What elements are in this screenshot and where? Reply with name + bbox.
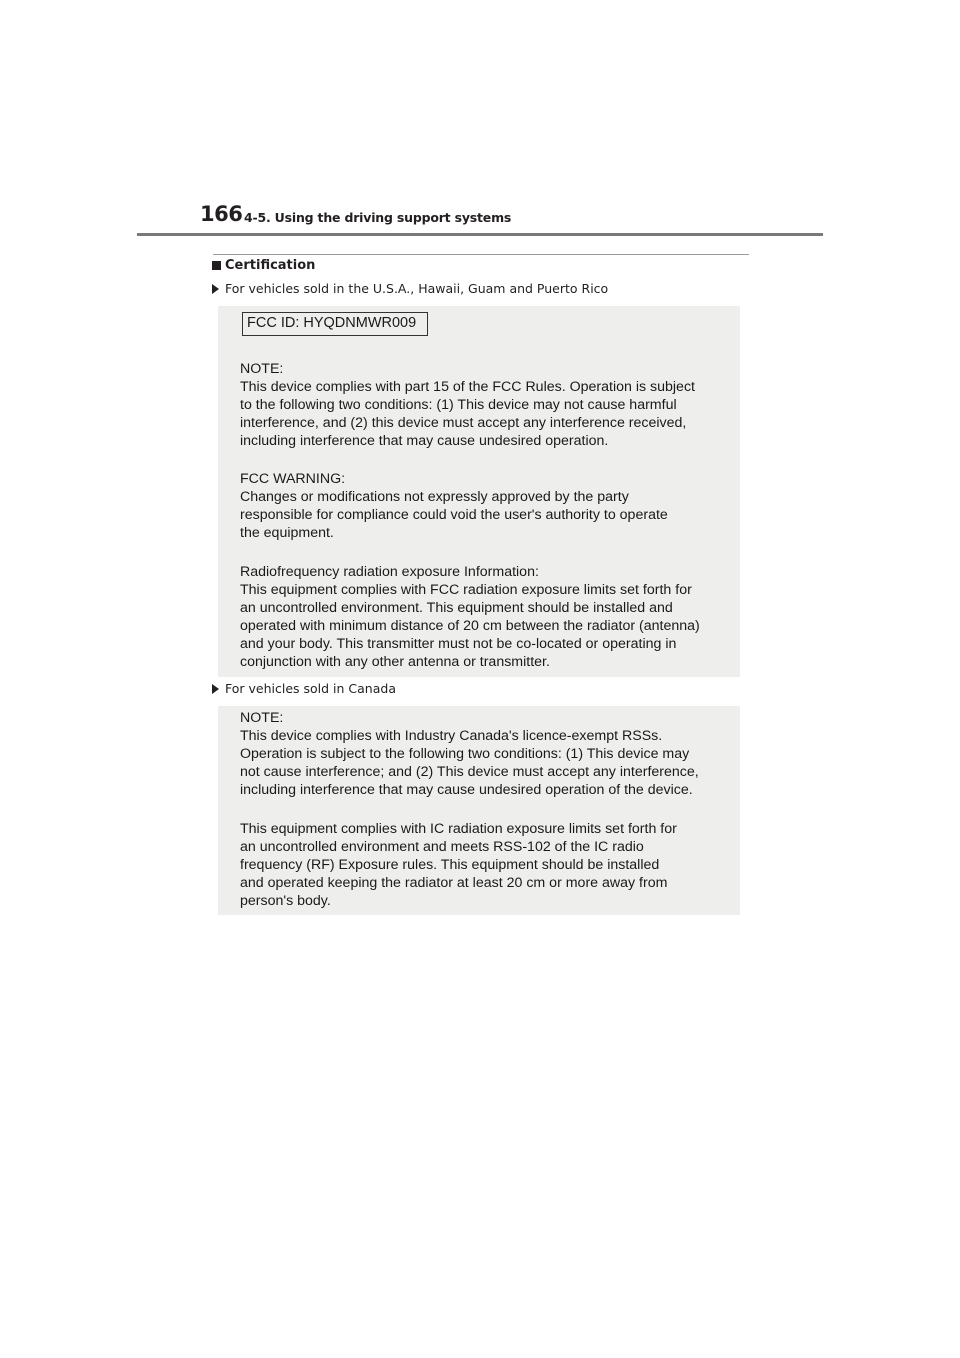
- rf-exposure-title: Radiofrequency radiation exposure Information:: [240, 564, 539, 580]
- fcc-warning-block: [240, 470, 740, 542]
- section-title: 4-5. Using the driving support systems: [244, 210, 512, 225]
- ic-note-block: [240, 709, 740, 799]
- certification-heading: [212, 258, 315, 273]
- ic-label-image: [218, 706, 740, 915]
- ic-exposure-line: This equipment complies with IC radiation exposure limits set forth for: [240, 821, 677, 837]
- header-divider: [137, 233, 823, 236]
- ic-note-line: This device complies with Industry Canada's licence-exempt RSSs.: [240, 728, 663, 744]
- fcc-note-title: NOTE:: [240, 361, 284, 377]
- square-bullet-icon: [212, 261, 221, 270]
- fcc-id-box: FCC ID: HYQDNMWR009: [242, 312, 428, 336]
- ic-exposure-line: person's body.: [240, 893, 331, 909]
- page-header: [0, 0, 960, 240]
- ic-exposure-line: an uncontrolled environment and meets RSS-102 of the IC radio: [240, 839, 644, 855]
- triangle-bullet-icon: [212, 284, 219, 294]
- fcc-warning-line: the equipment.: [240, 525, 334, 541]
- rf-exposure-block: [240, 563, 740, 671]
- ic-exposure-line: frequency (RF) Exposure rules. This equipment should be installed: [240, 857, 660, 873]
- canada-subheading-text: For vehicles sold in Canada: [225, 681, 396, 696]
- rf-exposure-line: operated with minimum distance of 20 cm between the radiator (antenna): [240, 618, 700, 634]
- rf-exposure-line: and your body. This transmitter must not be co-located or operating in: [240, 636, 677, 652]
- fcc-note-line: including interference that may cause undesired operation.: [240, 433, 609, 449]
- ic-note-line: including interference that may cause undesired operation of the device.: [240, 782, 693, 798]
- usa-subheading-text: For vehicles sold in the U.S.A., Hawaii, Guam and Puerto Rico: [225, 281, 609, 296]
- section-divider: [213, 254, 749, 255]
- rf-exposure-line: This equipment complies with FCC radiation exposure limits set forth for: [240, 582, 692, 598]
- rf-exposure-line: conjunction with any other antenna or transmitter.: [240, 654, 550, 670]
- triangle-bullet-icon: [212, 684, 219, 694]
- page-number: 166: [200, 202, 243, 226]
- usa-subheading: [212, 281, 608, 296]
- rf-exposure-line: an uncontrolled environment. This equipment should be installed and: [240, 600, 673, 616]
- ic-note-line: Operation is subject to the following two conditions: (1) This device may: [240, 746, 690, 762]
- fcc-warning-line: responsible for compliance could void the user's authority to operate: [240, 507, 668, 523]
- ic-exposure-line: and operated keeping the radiator at least 20 cm or more away from: [240, 875, 668, 891]
- certification-heading-text: Certification: [225, 258, 316, 273]
- ic-note-line: not cause interference; and (2) This device must accept any interference,: [240, 764, 699, 780]
- canada-subheading: [212, 681, 396, 696]
- ic-note-title: NOTE:: [240, 710, 284, 726]
- fcc-note-line: interference, and (2) this device must accept any interference received,: [240, 415, 687, 431]
- fcc-note-line: This device complies with part 15 of the FCC Rules. Operation is subject: [240, 379, 695, 395]
- fcc-note-line: to the following two conditions: (1) This device may not cause harmful: [240, 397, 677, 413]
- fcc-warning-title: FCC WARNING:: [240, 471, 346, 487]
- fcc-note-block: [240, 360, 740, 450]
- fcc-label-image: [218, 306, 740, 677]
- fcc-warning-line: Changes or modifications not expressly approved by the party: [240, 489, 629, 505]
- ic-exposure-block: [240, 820, 740, 910]
